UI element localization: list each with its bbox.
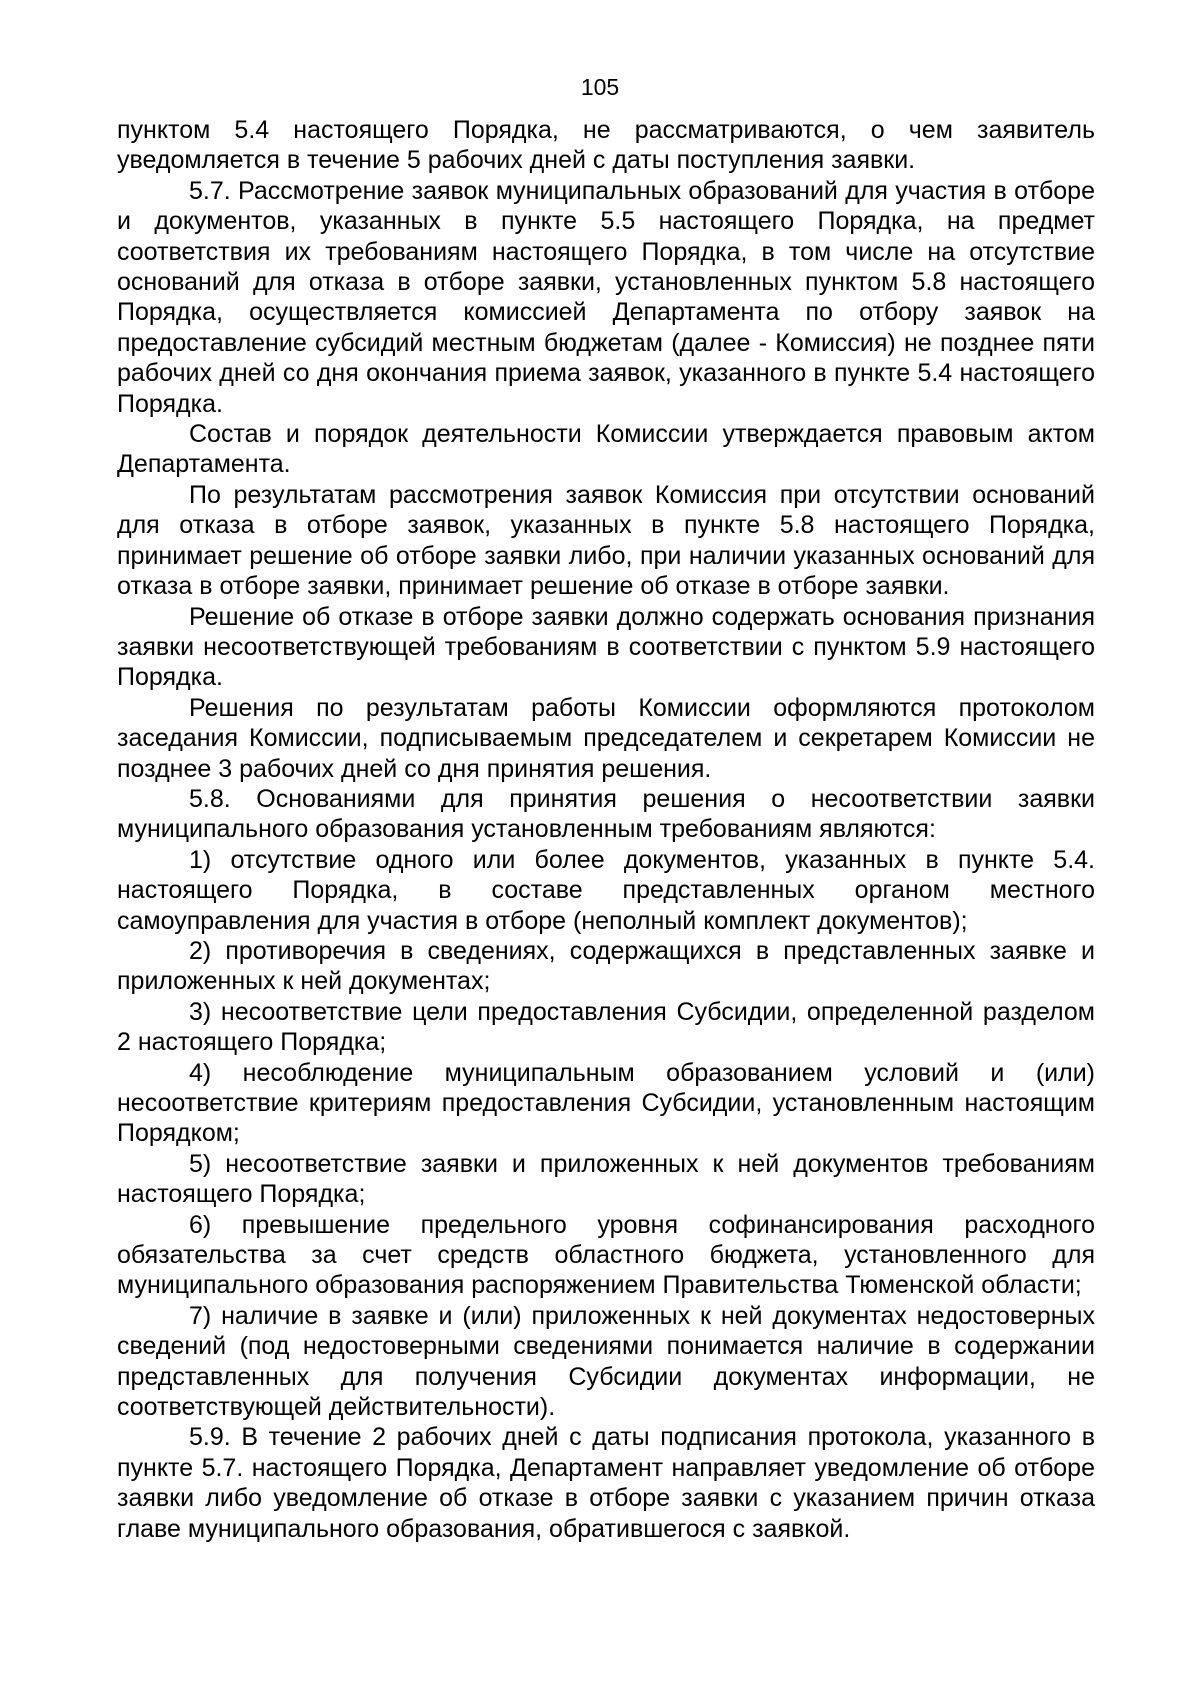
list-item-6: 6) превышение предельного уровня софинансирования расходного обязательства за счет средств областного бюджета, установленного для муниципального образования распоряжением Правительства Тюменской области; [117,1210,1095,1300]
paragraph-continuation: пунктом 5.4 настоящего Порядка, не рассматриваются, о чем заявитель уведомляется в течение 5 рабочих дней с даты поступления заявки. [117,116,1095,175]
page-number: 105 [580,74,620,100]
list-item-7: 7) наличие в заявке и (или) приложенных к ней документах недостоверных сведений (под недостоверными сведениями понимается наличие в содержании представленных для получения Субсидии документах информации, не соответствующей действительности). [117,1301,1095,1422]
paragraph-commission-composition: Состав и порядок деятельности Комиссии утверждается правовым актом Департамента. [117,420,1095,479]
paragraph-5-9: 5.9. В течение 2 рабочих дней с даты подписания протокола, указанного в пункте 5.7. настоящего Порядка, Департамент направляет уведомление об отборе заявки либо уведомление об отказе в отборе заявки с указанием причин отказа главе муниципального образования, обратившегося с заявкой. [117,1423,1095,1543]
list-item-5: 5) несоответствие заявки и приложенных к ней документов требованиям настоящего Порядка; [117,1149,1095,1209]
list-item-4: 4) несоблюдение муниципальным образованием условий и (или) несоответствие критериям предоставления Субсидии, установленным настоящим Порядком; [117,1058,1095,1148]
paragraph-refusal-decision: Решение об отказе в отборе заявки должно содержать основания признания заявки несоответствующей требованиям в соответствии с пунктом 5.9 настоящего Порядка. [117,602,1095,692]
paragraph-5-7: 5.7. Рассмотрение заявок муниципальных образований для участия в отборе и документов, указанных в пункте 5.5 настоящего Порядка, на предмет соответствия их требованиям настоящего Порядка, в том числе на отсутствие оснований для отказа в отборе заявки, установленных пунктом 5.8 настоящего Порядка, осуществляется комиссией Департамента по отбору заявок на предоставление субсидий местным бюджетам (далее - Комиссия) не позднее пяти рабочих дней со дня окончания приема заявок, указанного в пункте 5.4 настоящего Порядка. [117,176,1095,418]
list-item-2: 2) противоречия в сведениях, содержащихся в представленных заявке и приложенных к ней документах; [117,936,1095,996]
paragraph-review-results: По результатам рассмотрения заявок Комиссия при отсутствии оснований для отказа в отборе заявок, указанных в пункте 5.8 настоящего Порядка, принимает решение об отборе заявки либо, при наличии указанных оснований для отказа в отборе заявки, принимает решение об отказе в отборе заявки. [117,480,1095,601]
list-item-3: 3) несоответствие цели предоставления Субсидии, определенной разделом 2 настоящего Порядка; [117,997,1095,1057]
list-item-1: 1) отсутствие одного или более документов, указанных в пункте 5.4. настоящего Порядка, в составе представленных органом местного самоуправления для участия в отборе (неполный комплект документов); [117,845,1095,935]
paragraph-protocol: Решения по результатам работы Комиссии оформляются протоколом заседания Комиссии, подписываемым председателем и секретарем Комиссии не позднее 3 рабочих дней со дня принятия решения. [117,693,1095,783]
document-body [117,115,1095,1544]
paragraph-5-8: 5.8. Основаниями для принятия решения о несоответствии заявки муниципального образования установленным требованиям являются: [117,784,1095,844]
